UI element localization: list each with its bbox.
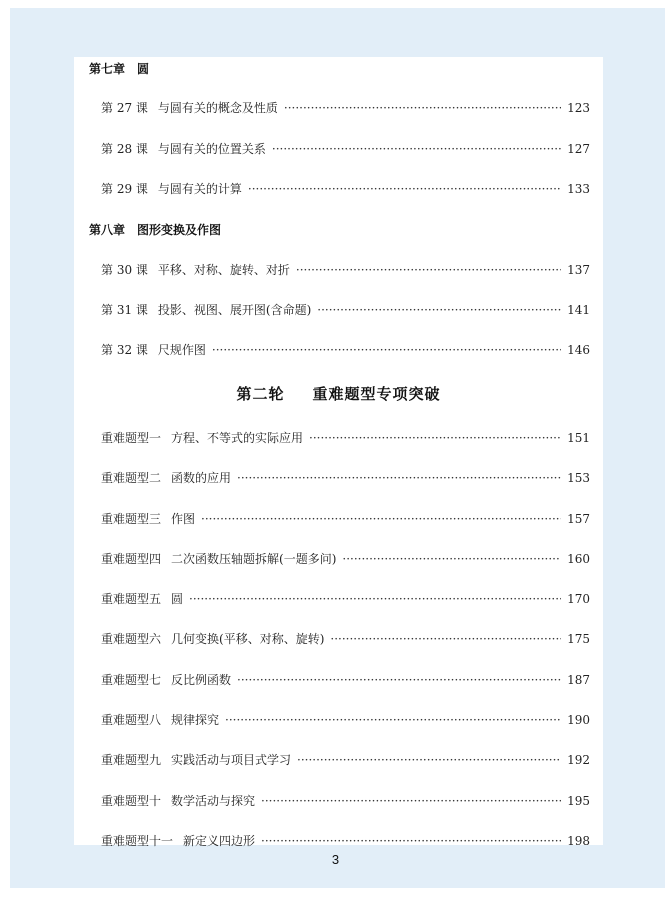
topic-number: 重难题型五 — [101, 592, 162, 606]
toc-entry[interactable] — [101, 833, 590, 849]
page-number: 153 — [567, 471, 590, 485]
chapter-heading — [89, 223, 233, 237]
toc-entry[interactable] — [101, 262, 590, 278]
dot-leader — [330, 631, 561, 647]
toc-entry[interactable] — [101, 100, 590, 116]
topic-number: 重难题型九 — [101, 753, 162, 767]
lesson-title: 尺规作图 — [157, 343, 206, 357]
lesson-number: 第 28 课 — [101, 142, 148, 156]
chapter-number: 第七章 — [89, 62, 126, 76]
dot-leader — [201, 511, 561, 527]
topic-number: 重难题型十 — [101, 794, 162, 808]
toc-entry[interactable] — [101, 672, 590, 688]
topic-title: 规律探究 — [171, 713, 220, 727]
toc-entry[interactable] — [101, 181, 590, 197]
topic-number: 重难题型六 — [101, 632, 162, 646]
page-number: 190 — [567, 713, 590, 727]
dot-leader — [261, 833, 561, 849]
toc-entry[interactable] — [101, 302, 590, 318]
footer-page-number: 3 — [331, 852, 340, 867]
topic-title: 实践活动与项目式学习 — [171, 753, 292, 767]
page-number: 127 — [567, 142, 590, 156]
dot-leader — [272, 141, 561, 157]
topic-title: 二次函数压轴题拆解(一题多问) — [171, 552, 337, 566]
topic-number: 重难题型二 — [101, 471, 162, 485]
lesson-title: 与圆有关的位置关系 — [157, 142, 266, 156]
topic-number: 重难题型四 — [101, 552, 162, 566]
chapter-title: 圆 — [137, 62, 150, 76]
topic-title: 新定义四边形 — [183, 834, 256, 848]
topic-number: 重难题型三 — [101, 512, 162, 526]
topic-number: 重难题型十一 — [101, 834, 174, 848]
lesson-number: 第 31 课 — [101, 303, 148, 317]
page-number: 195 — [567, 794, 590, 808]
dot-leader — [225, 712, 561, 728]
lesson-number: 第 30 课 — [101, 263, 148, 277]
toc-entry[interactable] — [101, 430, 590, 446]
page-number: 198 — [567, 834, 590, 848]
topic-number: 重难题型一 — [101, 431, 162, 445]
dot-leader — [284, 100, 561, 116]
page-number: 146 — [567, 343, 590, 357]
dot-leader — [309, 430, 561, 446]
dot-leader — [317, 302, 561, 318]
topic-title: 反比例函数 — [171, 673, 232, 687]
toc-entry[interactable] — [101, 793, 590, 809]
page-number: 133 — [567, 182, 590, 196]
topic-number: 重难题型七 — [101, 673, 162, 687]
dot-leader — [296, 262, 561, 278]
topic-title: 数学活动与探究 — [171, 794, 256, 808]
toc-entry[interactable] — [101, 591, 590, 607]
lesson-title: 与圆有关的概念及性质 — [157, 101, 278, 115]
toc-entry[interactable] — [101, 342, 590, 358]
page-number: 137 — [567, 263, 590, 277]
dot-leader — [248, 181, 561, 197]
toc-entry[interactable] — [101, 631, 590, 647]
chapter-title: 图形变换及作图 — [137, 223, 222, 237]
page-number: 151 — [567, 431, 590, 445]
dot-leader — [261, 793, 561, 809]
dot-leader — [237, 470, 561, 486]
dot-leader — [189, 591, 561, 607]
page-number: 175 — [567, 632, 590, 646]
section-part: 第二轮 — [236, 385, 285, 403]
topic-title: 圆 — [171, 592, 184, 606]
topic-title: 函数的应用 — [171, 471, 232, 485]
page-number: 170 — [567, 592, 590, 606]
toc-entry[interactable] — [101, 470, 590, 486]
lesson-number: 第 32 课 — [101, 343, 148, 357]
page-number: 187 — [567, 673, 590, 687]
lesson-title: 与圆有关的计算 — [157, 182, 242, 196]
chapter-number: 第八章 — [89, 223, 126, 237]
section-title: 重难题型专项突破 — [312, 385, 441, 403]
chapter-heading — [89, 62, 161, 76]
page-number: 160 — [567, 552, 590, 566]
toc-entry[interactable] — [101, 141, 590, 157]
dot-leader — [342, 551, 561, 567]
topic-title: 方程、不等式的实际应用 — [171, 431, 304, 445]
toc-entry[interactable] — [101, 511, 590, 527]
dot-leader — [297, 752, 561, 768]
page-number: 123 — [567, 101, 590, 115]
topic-title: 作图 — [171, 512, 196, 526]
toc-entry[interactable] — [101, 752, 590, 768]
dot-leader — [212, 342, 561, 358]
topic-number: 重难题型八 — [101, 713, 162, 727]
page-number: 141 — [567, 303, 590, 317]
lesson-number: 第 29 课 — [101, 182, 148, 196]
toc-entry[interactable] — [101, 712, 590, 728]
lesson-title: 投影、视图、展开图(含命题) — [157, 303, 312, 317]
section-heading — [74, 385, 603, 403]
page-number: 157 — [567, 512, 590, 526]
toc-entry[interactable] — [101, 551, 590, 567]
lesson-number: 第 27 课 — [101, 101, 148, 115]
lesson-title: 平移、对称、旋转、对折 — [157, 263, 290, 277]
topic-title: 几何变换(平移、对称、旋转) — [171, 632, 325, 646]
dot-leader — [237, 672, 561, 688]
page-number: 192 — [567, 753, 590, 767]
